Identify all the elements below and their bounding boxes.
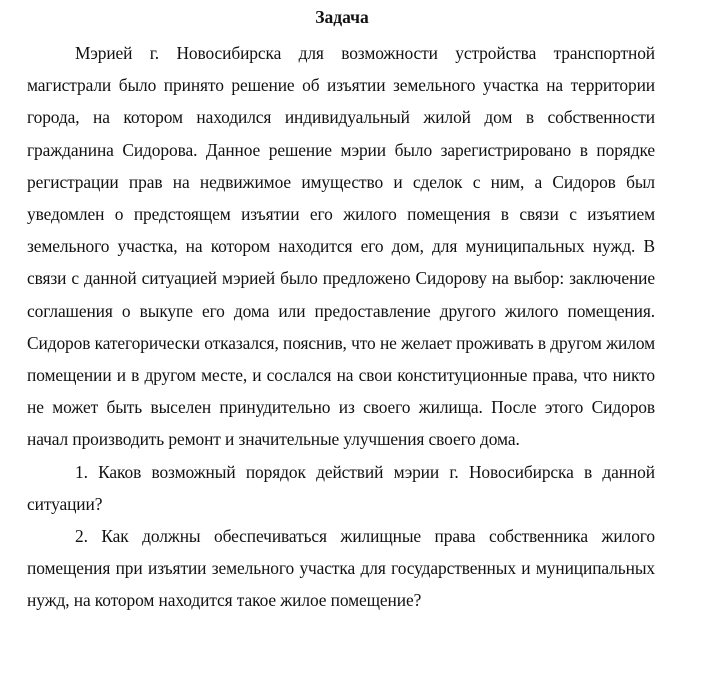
case-description-paragraph: Мэрией г. Новосибирска для возможности устройства транспортной магистрали было принято решение об изъятии земельного участка на территории города, на котором находился индивидуальный жилой дом в собственности гражданина Сидорова. Данное решение мэрии было зарегистрировано в порядке регистрации прав на недвижимое имущество и сделок с ним, а Сидоров был уведомлен о предстоящем изъятии его жилого помещения в связи с изъятием земельного участка, на котором находится его дом, для муниципальных нужд. В связи с данной ситуацией мэрией было предложено Сидорову на выбор: заключение соглашения о выкупе его дома или предоставление другого жилого помещения. Сидоров категорически отказался, пояснив, что не желает проживать в другом жилом помещении и в другом месте, и сослался на свои конституционные права, что никто не может быть выселен принудительно из своего жилища. После этого Сидоров начал производить ремонт и значительные улучшения своего дома.	[27, 43, 655, 450]
question-1-paragraph: 1. Каков возможный порядок действий мэрии г. Новосибирска в данной ситуации?	[27, 461, 655, 514]
document-title: Задача	[315, 7, 369, 27]
question-2-paragraph: 2. Как должны обеспечиваться жилищные права собственника жилого помещения при изъятии земельного участка для государственных и муниципальных нужд, на котором находится такое жилое помещение?	[27, 526, 655, 611]
